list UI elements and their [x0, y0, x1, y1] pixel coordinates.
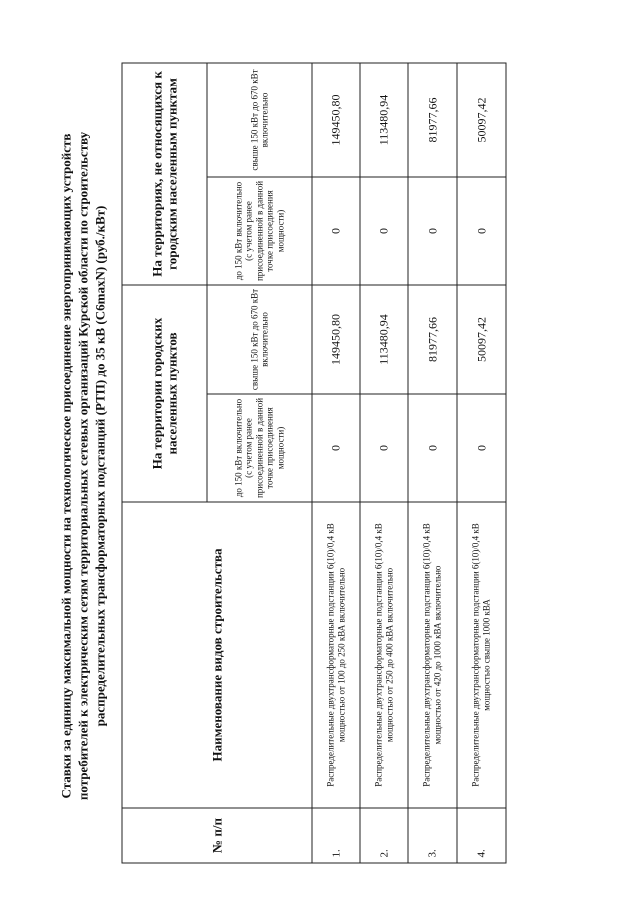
row-number: 4. — [457, 808, 506, 863]
cell-urban-150-670: 149450,80 — [312, 285, 360, 394]
cell-rural-up-to-150: 0 — [360, 177, 408, 285]
header-construction-type: Наименование видов строительства — [122, 502, 312, 808]
table-row — [457, 63, 506, 863]
table-row — [360, 63, 408, 863]
cell-urban-up-to-150: 0 — [312, 394, 360, 502]
header-number: № п/п — [122, 808, 312, 863]
header-urban-150-670: свыше 150 кВт до 670 кВт включительно — [207, 285, 312, 394]
cell-rural-150-670: 81977,66 — [408, 63, 457, 177]
cell-urban-150-670: 50097,42 — [457, 285, 506, 394]
header-urban-up-to-150: до 150 кВт включительно (с учетом ранее присоединенной в данной точке присоединения мощности) — [207, 394, 312, 502]
rates-table — [122, 62, 507, 863]
row-number: 1. — [312, 808, 360, 863]
row-number: 3. — [408, 808, 457, 863]
title-line: Ставки за единицу максимальной мощности на технологическое присоединение энергопринимающих устройств — [58, 133, 74, 799]
document-title — [58, 49, 109, 884]
cell-urban-150-670: 113480,94 — [360, 285, 408, 394]
cell-urban-up-to-150: 0 — [408, 394, 457, 502]
cell-rural-150-670: 50097,42 — [457, 63, 506, 177]
cell-urban-150-670: 81977,66 — [408, 285, 457, 394]
row-name: Распределительные двухтрансформаторные подстанции 6(10)/0,4 кВ мощностью от 100 до 250 кВА включительно — [312, 502, 360, 808]
header-group-rural: На территориях, не относящихся к городским населенным пунктам — [122, 63, 207, 285]
row-name: Распределительные двухтрансформаторные подстанции 6(10)/0,4 кВ мощностью свыше 1000 кВА — [457, 502, 506, 808]
header-rural-up-to-150: до 150 кВт включительно (с учетом ранее присоединенной в данной точке присоединения мощности) — [207, 177, 312, 285]
cell-rural-150-670: 113480,94 — [360, 63, 408, 177]
cell-rural-up-to-150: 0 — [312, 177, 360, 285]
header-rural-150-670: свыше 150 кВт до 670 кВт включительно — [207, 63, 312, 177]
cell-rural-up-to-150: 0 — [408, 177, 457, 285]
cell-urban-up-to-150: 0 — [360, 394, 408, 502]
title-line: потребителей к электрическим сетям территориальных сетевых организаций Курской области по строительству — [75, 131, 91, 801]
cell-urban-up-to-150: 0 — [457, 394, 506, 502]
cell-rural-up-to-150: 0 — [457, 177, 506, 285]
title-line: распределительных трансформаторных подстанций (РТП) до 35 кВ (С6maxN) (руб./кВт) — [92, 205, 108, 727]
row-name: Распределительные двухтрансформаторные подстанции 6(10)/0,4 кВ мощностью от 420 до 1000 кВА включительно — [408, 502, 457, 808]
cell-rural-150-670: 149450,80 — [312, 63, 360, 177]
row-number: 2. — [360, 808, 408, 863]
rotated-document-page — [52, 49, 514, 884]
table-row — [312, 63, 360, 863]
header-group-urban: На территории городских населенных пунктов — [122, 285, 207, 502]
table-row — [408, 63, 457, 863]
row-name: Распределительные двухтрансформаторные подстанции 6(10)/0,4 кВ мощностью от 250 до 400 кВА включительно — [360, 502, 408, 808]
